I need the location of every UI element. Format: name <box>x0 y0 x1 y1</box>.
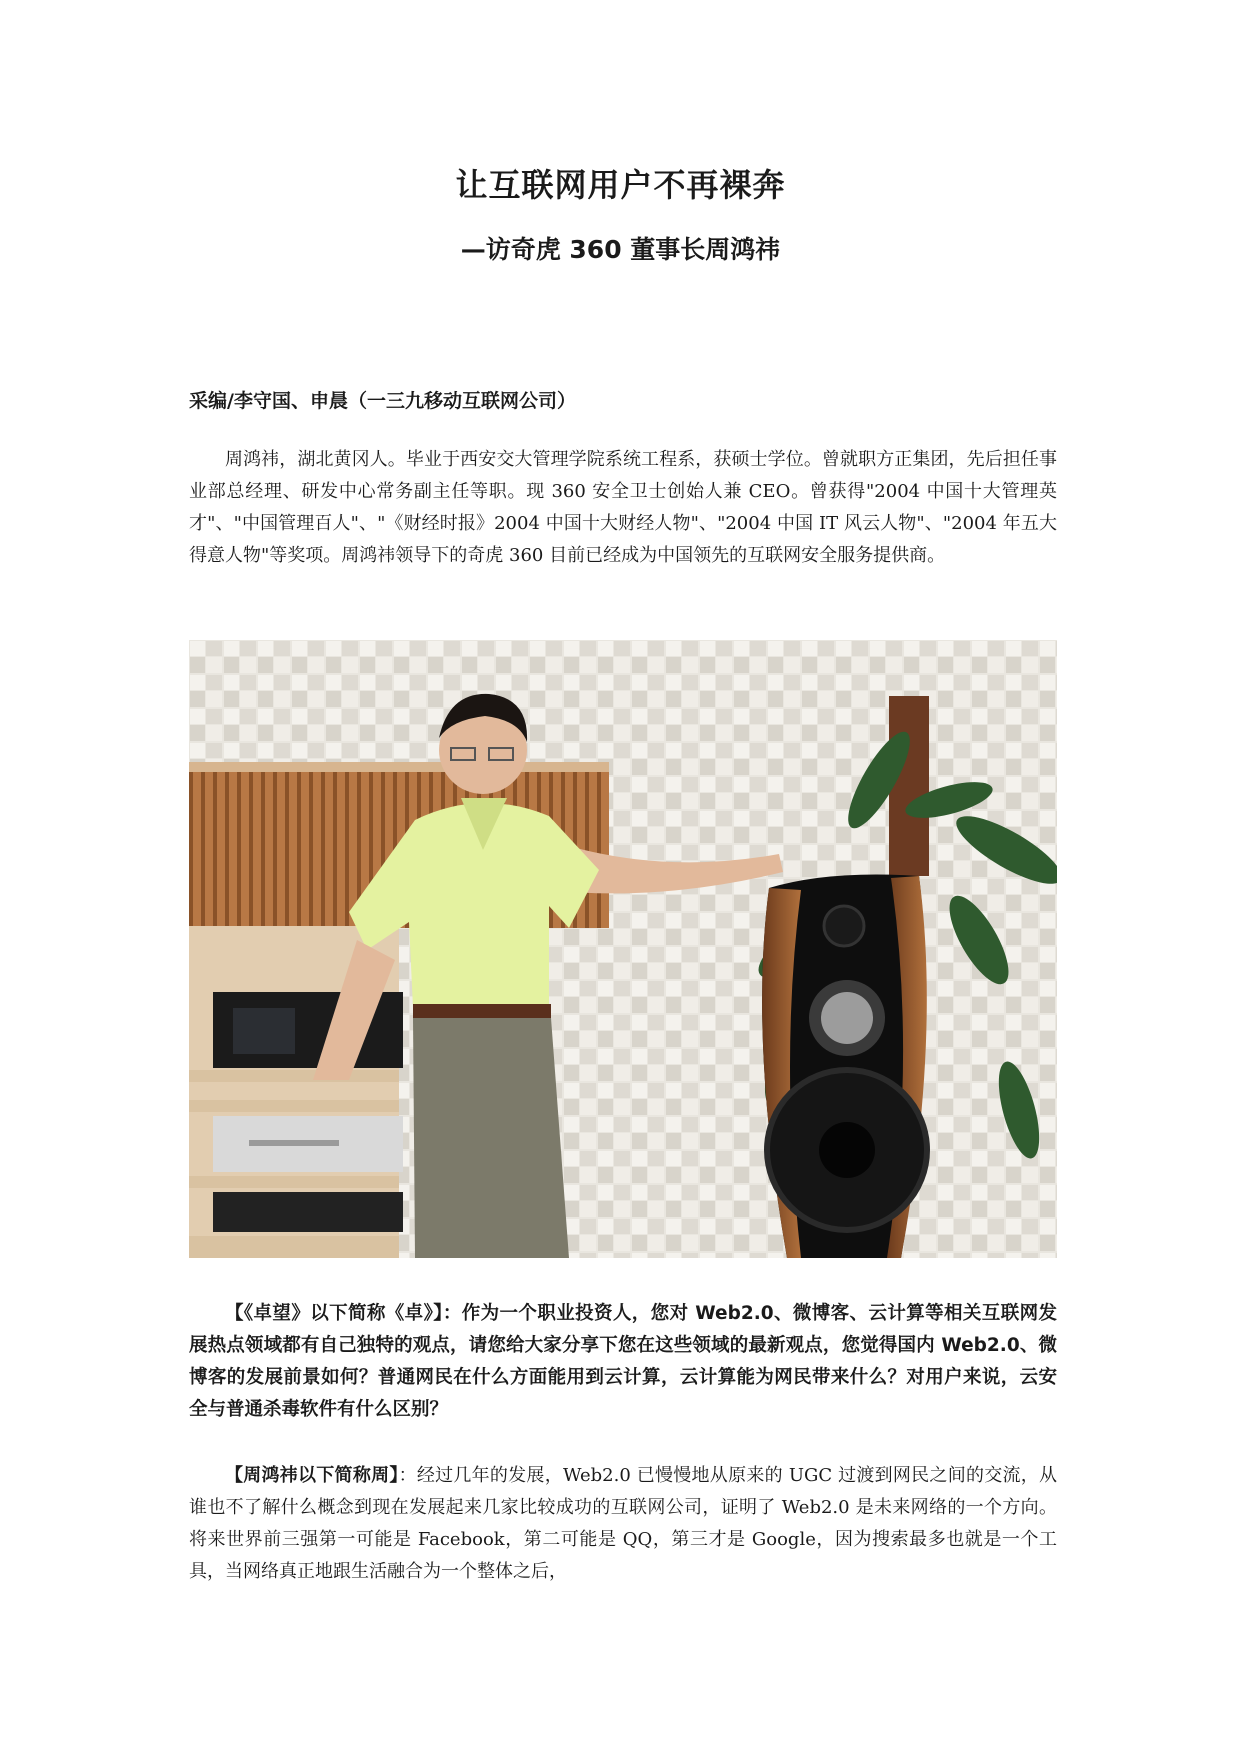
photo-illustration <box>189 640 1057 1258</box>
answer-speaker: 【周鸿祎以下简称周】 <box>225 1465 399 1486</box>
interview-answer <box>189 1460 1057 1588</box>
intro-paragraph: 周鸿祎，湖北黄冈人。毕业于西安交大管理学院系统工程系，获硕士学位。曾就职方正集团，先后担任事业部总经理、研发中心常务副主任等职。现 360 安全卫士创始人兼 CEO。曾获得"2004 中国十大管理英才"、"中国管理百人"、"《财经时报》2004 中国十大财经人物"、"2004 中国 IT 风云人物"、"2004 年五大得意人物"等奖项。周鸿祎领导下的奇虎 360 目前已经成为中国领先的互联网安全服务提供商。 <box>189 449 1057 566</box>
answer-text: ：经过几年的发展，Web2.0 已慢慢地从原来的 UGC 过渡到网民之间的交流，从谁也不了解什么概念到现在发展起来几家比较成功的互联网公司，证明了 Web2.0 是未来网络的一个方向。将来世界前三强第一可能是 Facebook，第二可能是 QQ，第三才是 Google，因为搜索最多也就是一个工具，当网络真正地跟生活融合为一个整体之后， <box>189 1465 1057 1582</box>
article-title: 让互联网用户不再裸奔 <box>455 166 786 204</box>
byline: 采编/李守国、申晨（一三九移动互联网公司） <box>189 390 576 412</box>
article-subtitle: —访奇虎 360 董事长周鸿祎 <box>460 235 781 264</box>
interview-photo <box>189 640 1057 1258</box>
interview-question: 【《卓望》以下简称《卓》】：作为一个职业投资人，您对 Web2.0、微博客、云计算等相关互联网发展热点领域都有自己独特的观点，请您给大家分享下您在这些领域的最新观点，您觉得国内 Web2.0、微博客的发展前景如何？普通网民在什么方面能用到云计算，云计算能为网民带来什么？对用户来说，云安全与普通杀毒软件有什么区别？ <box>189 1303 1057 1420</box>
